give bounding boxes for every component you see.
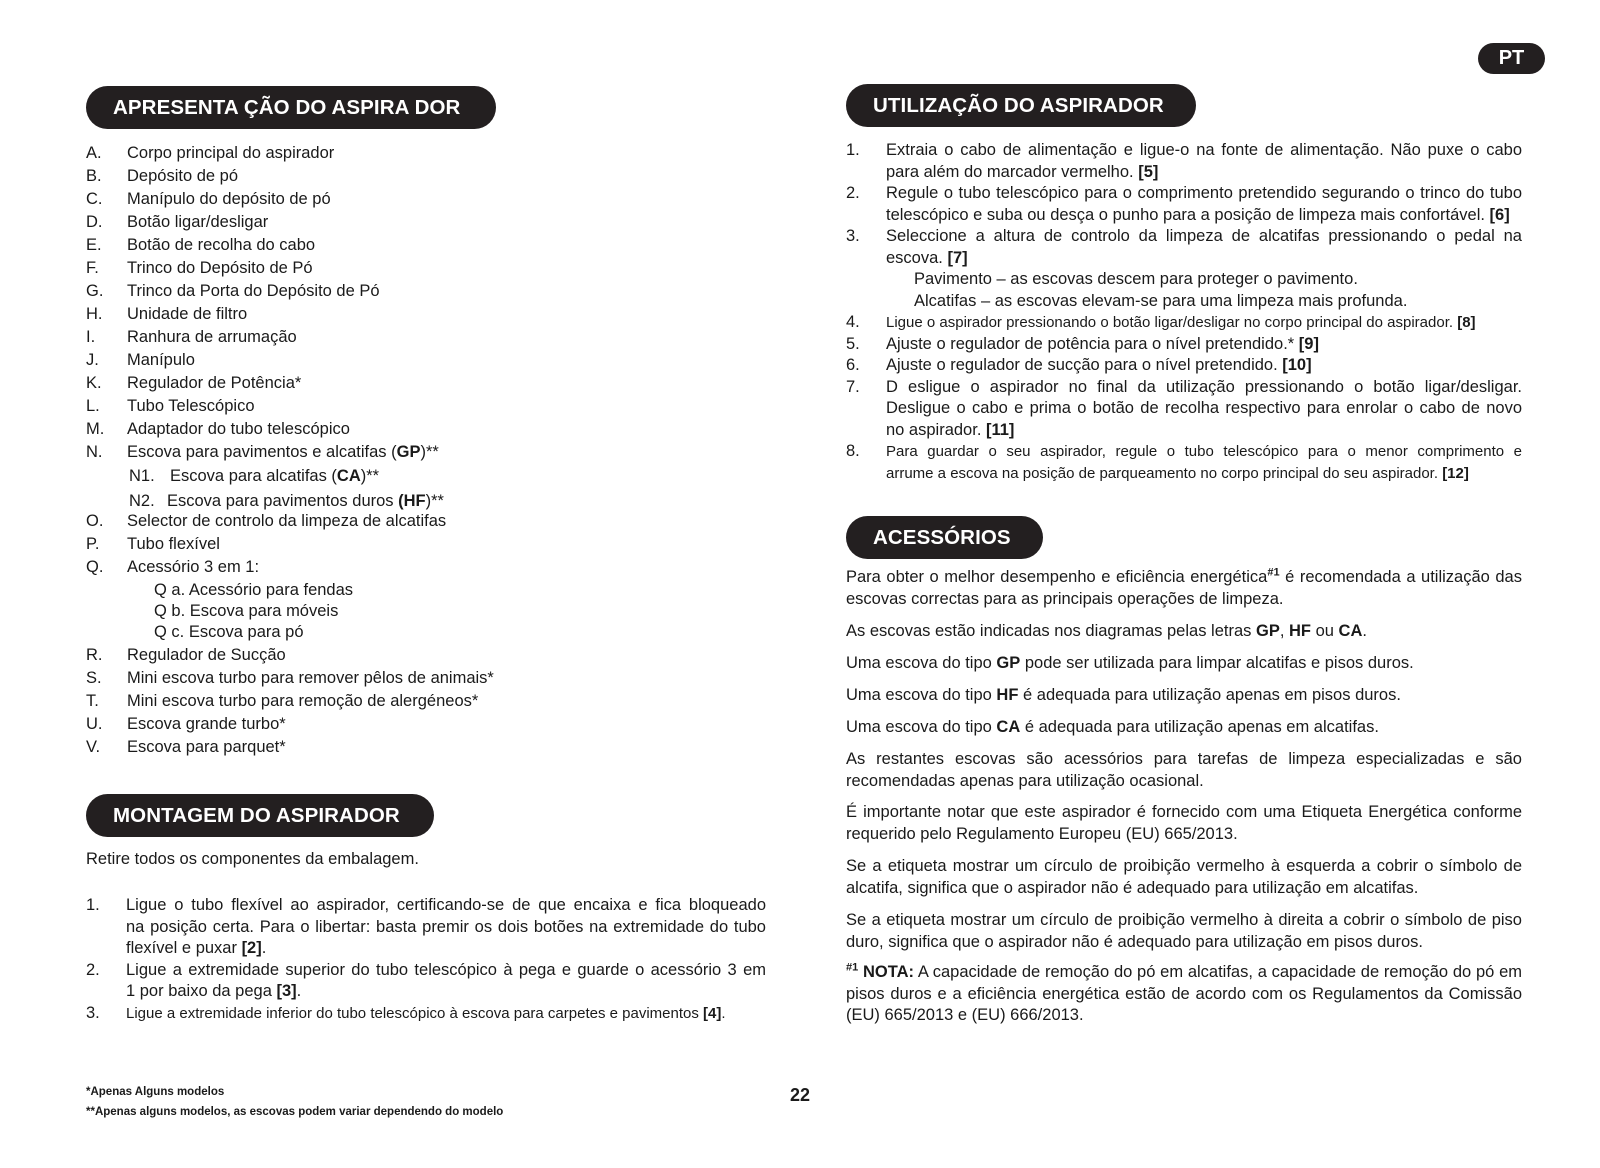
item-letter: R.	[86, 646, 103, 664]
acessorios-note: $^{\#1}$ NOTA: A capacidade de remoção do pó em alcatifas, a capacidade de remoção do pó em pisos duros e a eficiência energética estão de acordo com os Regulamentos da Comissão (EU) 665/2013 e (EU) 666/2013.	[846, 961, 1522, 1024]
step-ref: [6]	[1489, 205, 1510, 224]
sub-note: Alcatifas – as escovas elevam-se para uma limpeza mais profunda.	[914, 291, 1408, 310]
item-letter: I.	[86, 328, 96, 346]
step-text: 1 por baixo da pega	[126, 982, 277, 1000]
item-text: Regulador de Potência*	[127, 374, 302, 392]
step-ref: [3]	[276, 982, 297, 1000]
list-item	[86, 510, 446, 533]
item-suffix: )**	[360, 467, 380, 485]
step-ref: [9]	[1298, 334, 1319, 353]
step-number: 6.	[846, 356, 860, 374]
item-letter: B.	[86, 167, 102, 185]
step-text: na posição certa. Para o libertar: basta premir os dois botões na extremidade do tubo	[126, 917, 766, 936]
item-letter: C.	[86, 190, 103, 208]
item-letter: G.	[86, 282, 104, 300]
list-item	[86, 165, 238, 188]
acessorios-paragraph-2: As escovas estão indicadas nos diagramas pelas letras GP, HF ou CA.	[846, 622, 1367, 640]
item-text: Mini escova turbo para remover pêlos de animais*	[127, 669, 494, 687]
item-letter: N.	[86, 443, 103, 461]
step-line	[886, 463, 1522, 485]
section-header-montagem: MONTAGEM DO ASPIRADOR	[86, 794, 434, 837]
item-code: (HF	[398, 492, 426, 510]
step-line	[126, 1003, 766, 1025]
acessorios-paragraph-7: É importante notar que este aspirador é fornecido com uma Etiqueta Energética conforme requerido pelo Regulamento Europeu (EU) 665/2013.	[846, 803, 1522, 843]
montagem-intro: Retire todos os componentes da embalagem.	[86, 850, 419, 868]
item-suffix: )**	[420, 443, 439, 461]
item-text: Botão ligar/desligar	[127, 213, 269, 231]
step-text: arrume a escova na posição de parqueamento no corpo principal do seu aspirador.	[886, 464, 1443, 482]
footnote-1: *Apenas Alguns modelos	[86, 1086, 225, 1098]
item-letter: U.	[86, 715, 103, 733]
step-ref: [4]	[703, 1004, 722, 1022]
step-number: 2.	[86, 960, 100, 979]
step-line	[886, 377, 1522, 399]
step-number: 5.	[846, 334, 860, 353]
item-letter: Q.	[86, 558, 104, 576]
item-text: Escova para pavimentos duros	[167, 492, 399, 510]
item-text: Corpo principal do aspirador	[127, 144, 335, 162]
item-text: Mini escova turbo para remoção de alergéneos*	[127, 692, 479, 710]
acessorios-paragraph-9: Se a etiqueta mostrar um círculo de proibição vermelho à direita a cobrir o símbolo de piso duro, significa que o aspirador não é adequado para utilização em pisos duros.	[846, 911, 1522, 951]
step-ref: [5]	[1138, 162, 1159, 181]
acessorios-paragraph-5: Uma escova do tipo CA é adequada para utilização apenas em alcatifas.	[846, 718, 1379, 736]
item-text: Selector de controlo da limpeza de alcatifas	[127, 512, 447, 530]
item-text: Escova para alcatifas (	[170, 467, 337, 485]
item-text: Trinco da Porta do Depósito de Pó	[127, 282, 380, 300]
step-line	[126, 938, 766, 960]
step-line	[886, 398, 1522, 420]
step-number: 2.	[846, 184, 860, 202]
sub-item: Q b. Escova para móveis	[154, 602, 339, 620]
step-text: Ajuste o regulador de sucção para o nível pretendido.	[886, 356, 1283, 374]
step-number: 8.	[846, 442, 860, 460]
sub-item: Q c. Escova para pó	[154, 623, 304, 641]
list-item	[86, 257, 313, 280]
step-line	[886, 205, 1522, 227]
item-text: Trinco do Depósito de Pó	[127, 259, 313, 277]
list-item	[129, 465, 379, 488]
item-text: Adaptador do tubo telescópico	[127, 420, 350, 438]
step-text: D esligue o aspirador no final da utilização pressionando o botão ligar/desligar.	[886, 377, 1522, 396]
item-letter: J.	[86, 351, 99, 369]
list-item	[86, 326, 297, 349]
step-text: Para guardar o seu aspirador, regule o tubo telescópico para o menor comprimento e	[886, 443, 1522, 460]
list-item	[154, 621, 304, 644]
item-letter: K.	[86, 374, 102, 392]
list-item	[86, 395, 255, 418]
acessorios-paragraph-6: As restantes escovas são acessórios para tarefas de limpeza especializadas e são recomendadas apenas para utilização ocasional.	[846, 750, 1522, 790]
step-text: no aspirador.	[886, 420, 986, 439]
step-line	[886, 140, 1522, 162]
section-header-acessorios: ACESSÓRIOS	[846, 516, 1043, 559]
item-label: N2.	[129, 492, 155, 510]
item-text: Acessório 3 em 1:	[127, 558, 260, 576]
step-line	[886, 248, 1522, 270]
list-item	[86, 736, 286, 759]
list-item	[86, 441, 439, 464]
item-suffix: )**	[425, 492, 444, 510]
step-line	[126, 960, 766, 982]
list-item	[86, 533, 220, 556]
step-line	[126, 981, 766, 1003]
list-item	[86, 667, 494, 690]
list-item	[86, 690, 478, 713]
item-text: Regulador de Sucção	[127, 646, 286, 664]
item-text: Botão de recolha do cabo	[127, 236, 316, 254]
step-line	[886, 420, 1522, 442]
list-item	[86, 303, 247, 326]
step-line	[126, 895, 766, 917]
step-tail: .	[296, 982, 302, 1000]
step-ref: [8]	[1457, 314, 1476, 331]
step-number: 3.	[86, 1003, 100, 1022]
item-code: GP	[396, 443, 421, 461]
step-text: Ligue a extremidade inferior do tubo telescópico à escova para carpetes e pavimentos	[126, 1004, 704, 1022]
step-number: 1.	[846, 141, 860, 159]
step-ref: [12]	[1442, 464, 1469, 482]
step-line	[886, 162, 1522, 184]
list-item	[86, 418, 350, 441]
item-letter: V.	[86, 738, 101, 756]
step-text: Ajuste o regulador de potência para o nível pretendido.*	[886, 334, 1299, 353]
step-ref: [10]	[1282, 356, 1312, 374]
step-text: Ligue a extremidade superior do tubo telescópico à pega e guarde o acessório 3 em	[126, 960, 766, 979]
step-text: Desligue o cabo e prima o botão de recolha respectivo para enrolar o cabo de novo	[886, 399, 1522, 417]
list-item	[86, 280, 380, 303]
item-text: Escova para pavimentos e alcatifas (	[127, 443, 397, 461]
item-text: Depósito de pó	[127, 167, 238, 185]
step-number: 1.	[86, 896, 100, 914]
step-line	[886, 183, 1522, 205]
section-header-utilizacao: UTILIZAÇÃO DO ASPIRADOR	[846, 84, 1196, 127]
acessorios-paragraph-8: Se a etiqueta mostrar um círculo de proibição vermelho à esquerda a cobrir o símbolo de alcatifa, significa que o aspirador não é adequado para utilização em alcatifas.	[846, 857, 1522, 897]
step-text: telescópico e suba ou desça o punho para a posição de limpeza mais confortável.	[886, 205, 1490, 224]
item-letter: M.	[86, 420, 105, 438]
step-ref: [7]	[947, 248, 968, 267]
item-letter: L.	[86, 397, 100, 415]
step-tail: .	[721, 1004, 726, 1022]
item-letter: D.	[86, 213, 103, 231]
section-header-apresentacao: APRESENTA ÇÃO DO ASPIRA DOR	[86, 86, 496, 129]
step-number: 7.	[846, 377, 860, 396]
step-line	[886, 441, 1522, 463]
step-text: para além do marcador vermelho.	[886, 162, 1139, 181]
list-item	[86, 188, 331, 211]
step-tail: .	[261, 939, 267, 957]
page-number: 22	[790, 1085, 811, 1105]
item-letter: E.	[86, 236, 102, 254]
item-text: Tubo flexível	[127, 535, 220, 553]
step-text: Ligue o tubo flexível ao aspirador, certificando-se de que encaixa e fica bloqueado	[126, 896, 766, 914]
step-line	[886, 355, 1522, 377]
step-line	[886, 226, 1522, 248]
item-text: Ranhura de arrumação	[127, 328, 297, 346]
list-item	[86, 211, 268, 234]
step-line	[126, 917, 766, 939]
sub-item: Q a. Acessório para fendas	[154, 581, 354, 599]
step-text: Regule o tubo telescópico para o comprimento pretendido segurando o trinco do tubo	[886, 184, 1522, 202]
item-letter: F.	[86, 259, 99, 277]
item-letter: H.	[86, 305, 103, 323]
list-item	[86, 372, 301, 395]
item-text: Escova grande turbo*	[127, 715, 286, 733]
step-ref: [11]	[985, 420, 1015, 439]
item-text: Escova para parquet*	[127, 738, 286, 756]
list-item	[86, 142, 334, 165]
list-item	[86, 234, 315, 257]
footnote-2: **Apenas alguns modelos, as escovas podem variar dependendo do modelo	[86, 1106, 504, 1118]
item-code: CA	[336, 467, 361, 485]
language-badge: PT	[1478, 43, 1545, 74]
item-text: Tubo Telescópico	[127, 397, 255, 415]
list-item	[154, 600, 338, 623]
acessorios-paragraph-1: Para obter o melhor desempenho e eficiência energética$^{\#1}$ é recomendada a utilização das escovas correctas para as principais operações de limpeza.	[846, 566, 1522, 608]
acessorios-paragraph-3: Uma escova do tipo GP pode ser utilizada para limpar alcatifas e pisos duros.	[846, 654, 1414, 672]
step-text: flexível e puxar	[126, 939, 242, 957]
step-text: Extraia o cabo de alimentação e ligue-o na fonte de alimentação. Não puxe o cabo	[886, 141, 1522, 159]
step-line	[886, 334, 1522, 356]
list-item	[86, 556, 259, 579]
step-number: 3.	[846, 227, 860, 245]
step-line	[886, 312, 1522, 334]
acessorios-paragraph-4: Uma escova do tipo HF é adequada para utilização apenas em pisos duros.	[846, 686, 1401, 704]
list-item	[154, 579, 353, 602]
list-item	[86, 713, 286, 736]
item-letter: A.	[86, 144, 102, 162]
item-text: Manípulo	[127, 351, 195, 369]
item-letter: T.	[86, 692, 99, 710]
item-letter: P.	[86, 535, 100, 553]
step-ref: [2]	[241, 939, 262, 957]
step-number: 4.	[846, 313, 860, 331]
list-item	[86, 349, 195, 372]
item-text: Manípulo do depósito de pó	[127, 190, 331, 208]
step-text: Seleccione a altura de controlo da limpeza de alcatifas pressionando o pedal na	[886, 227, 1522, 245]
item-letter: S.	[86, 669, 102, 687]
item-letter: O.	[86, 512, 104, 530]
item-text: Unidade de filtro	[127, 305, 248, 323]
sub-note: Pavimento – as escovas descem para proteger o pavimento.	[914, 270, 1358, 288]
step-text: escova.	[886, 248, 948, 267]
list-item	[86, 644, 286, 667]
item-label: N1.	[129, 467, 155, 485]
step-text: Ligue o aspirador pressionando o botão ligar/desligar no corpo principal do aspirador.	[886, 314, 1458, 331]
